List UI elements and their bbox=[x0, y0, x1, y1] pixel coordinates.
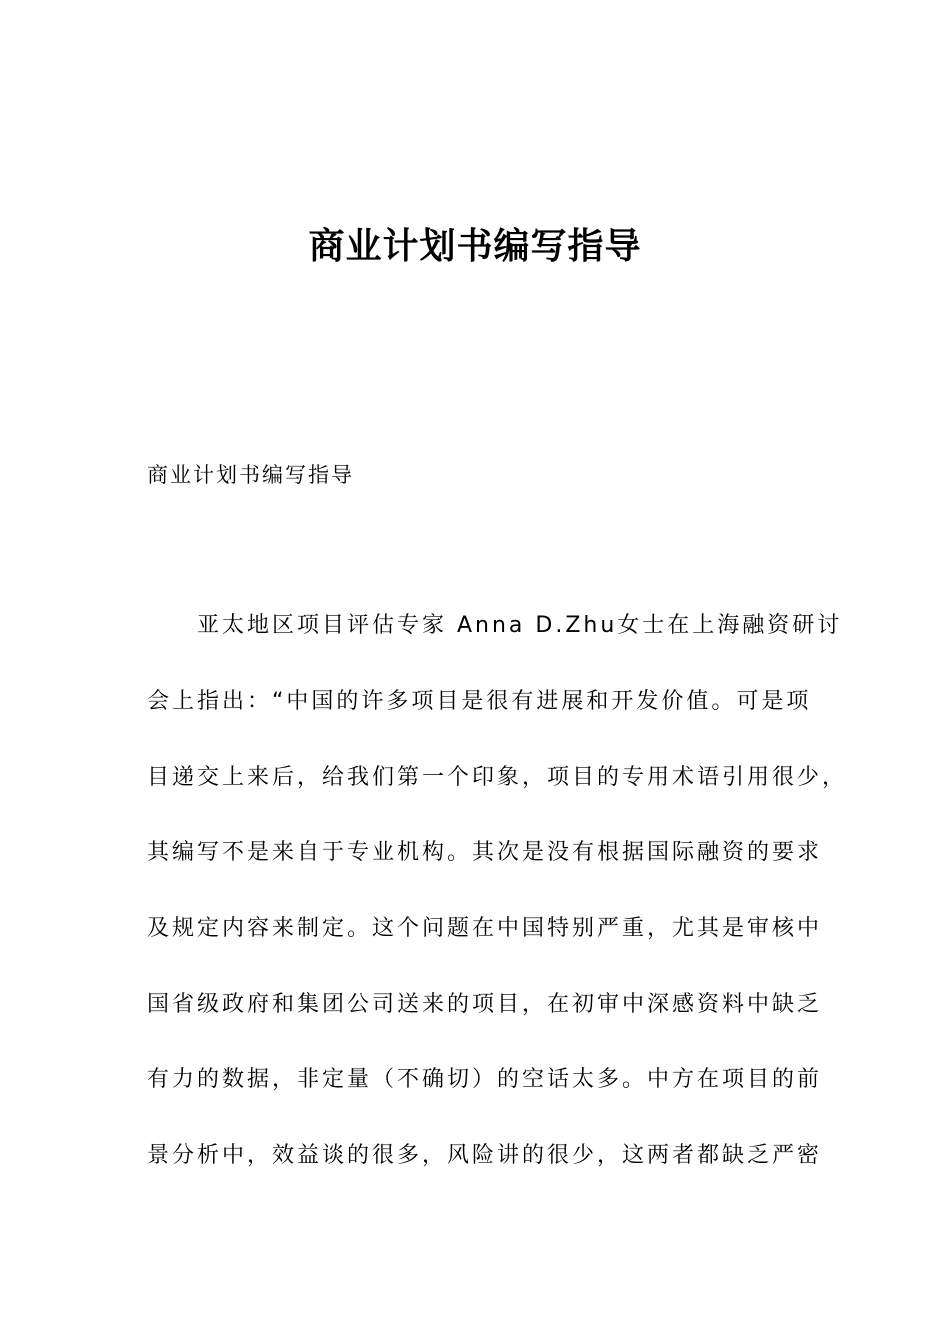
paragraph-line: 亚太地区项目评估专家 Anna D.Zhu女士在上海融资研讨 bbox=[147, 613, 843, 638]
paragraph-line: 目递交上来后，给我们第一个印象，项目的专用术语引用很少， bbox=[147, 765, 848, 790]
paragraph-line: 有力的数据，非定量（不确切）的空话太多。中方在项目的前 bbox=[147, 1067, 823, 1092]
paragraph-line: 其编写不是来自于专业机构。其次是没有根据国际融资的要求 bbox=[147, 840, 823, 865]
paragraph-line: 会上指出：“中国的许多项目是很有进展和开发价值。可是项 bbox=[147, 689, 812, 714]
document-title: 商业计划书编写指导 bbox=[308, 226, 642, 267]
paragraph-line: 景分析中，效益谈的很多，风险讲的很少，这两者都缺乏严密 bbox=[147, 1143, 823, 1168]
paragraph-line: 国省级政府和集团公司送来的项目，在初审中深感资料中缺乏 bbox=[147, 992, 823, 1017]
document-subtitle: 商业计划书编写指导 bbox=[147, 463, 354, 487]
paragraph-line: 及规定内容来制定。这个问题在中国特别严重，尤其是审核中 bbox=[147, 916, 823, 941]
